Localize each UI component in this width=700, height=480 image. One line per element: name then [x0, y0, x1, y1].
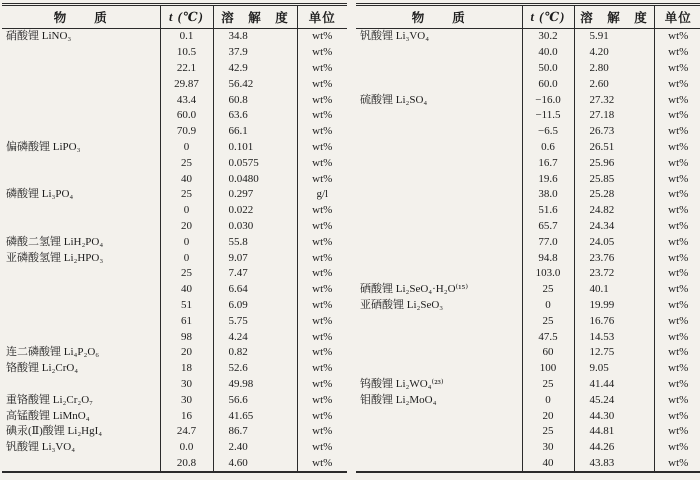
solubility-cell: 14.53: [574, 329, 654, 345]
table-row: [2, 250, 347, 266]
solubility-cell: 26.73: [574, 124, 654, 140]
unit-cell: wt%: [654, 298, 700, 314]
unit-cell: wt%: [654, 282, 700, 298]
temperature-cell: 29.87: [160, 76, 213, 92]
solubility-cell: 19.99: [574, 298, 654, 314]
substance-cell: 硝酸锂 LiNO₃: [6, 30, 72, 43]
table-row: [2, 313, 347, 329]
table-row: [2, 424, 347, 440]
unit-cell: wt%: [654, 203, 700, 219]
col-header-substance: 物 质: [356, 5, 522, 29]
solubility-cell: 24.05: [574, 234, 654, 250]
solubility-cell: 2.40: [213, 440, 297, 456]
substance-cell: 磷酸锂 Li₃PO₄: [6, 188, 74, 201]
solubility-cell: 44.30: [574, 408, 654, 424]
col-header-solubility: 溶 解 度: [213, 5, 297, 29]
substance-cell: [2, 313, 160, 329]
substance-cell: [2, 45, 160, 61]
table-row: [356, 408, 700, 424]
solubility-cell: 24.82: [574, 203, 654, 219]
substance-cell: [356, 140, 522, 156]
substance-cell: [356, 250, 522, 266]
solubility-cell: 4.20: [574, 45, 654, 61]
table-row: [2, 187, 347, 203]
table-row: [356, 108, 700, 124]
table-row: [356, 234, 700, 250]
table-row: [356, 298, 700, 314]
temperature-cell: 25: [160, 187, 213, 203]
substance-cell: [356, 203, 522, 219]
table-row: [2, 456, 347, 473]
table-row: [2, 76, 347, 92]
unit-cell: wt%: [654, 377, 700, 393]
solubility-cell: 44.26: [574, 440, 654, 456]
solubility-cell: 56.6: [213, 392, 297, 408]
solubility-cell: 0.030: [213, 219, 297, 235]
temperature-cell: 47.5: [522, 329, 574, 345]
substance-cell: 亚硒酸锂 Li₂SeO₃: [360, 298, 444, 311]
temperature-cell: 0: [160, 250, 213, 266]
temperature-cell: 25: [160, 155, 213, 171]
table-row: [356, 203, 700, 219]
table-row: [2, 124, 347, 140]
table-row: [2, 345, 347, 361]
table-row: [2, 219, 347, 235]
temperature-cell: 25: [522, 377, 574, 393]
substance-cell: 钒酸锂 Li₃VO₄: [6, 441, 76, 454]
unit-cell: g/l: [297, 187, 347, 203]
temperature-cell: 0: [522, 298, 574, 314]
substance-cell: [356, 108, 522, 124]
solubility-cell: 66.1: [213, 124, 297, 140]
table-row: [356, 187, 700, 203]
solubility-cell: 0.297: [213, 187, 297, 203]
unit-cell: wt%: [297, 29, 347, 45]
unit-cell: wt%: [297, 377, 347, 393]
substance-cell: [2, 155, 160, 171]
temperature-cell: 0.1: [160, 29, 213, 45]
substance-cell: [356, 424, 522, 440]
substance-cell: [356, 266, 522, 282]
temperature-cell: 18: [160, 361, 213, 377]
unit-cell: wt%: [297, 124, 347, 140]
temperature-cell: 43.4: [160, 92, 213, 108]
unit-cell: wt%: [297, 203, 347, 219]
table-row: [2, 266, 347, 282]
temperature-cell: 0.6: [522, 140, 574, 156]
solubility-cell: 25.96: [574, 155, 654, 171]
solubility-cell: 2.80: [574, 61, 654, 77]
unit-cell: wt%: [297, 234, 347, 250]
temperature-cell: 16.7: [522, 155, 574, 171]
unit-cell: wt%: [297, 266, 347, 282]
substance-cell: [2, 92, 160, 108]
table-row: [356, 377, 700, 393]
solubility-cell: 86.7: [213, 424, 297, 440]
unit-cell: wt%: [654, 29, 700, 45]
unit-cell: wt%: [654, 424, 700, 440]
solubility-cell: 4.60: [213, 456, 297, 473]
solubility-cell: 0.022: [213, 203, 297, 219]
header-row: [356, 5, 700, 29]
substance-cell: [2, 108, 160, 124]
unit-cell: wt%: [654, 440, 700, 456]
temperature-cell: 94.8: [522, 250, 574, 266]
substance-cell: 钒酸锂 Li₃VO₄: [360, 30, 430, 43]
unit-cell: wt%: [297, 140, 347, 156]
solubility-cell: 2.60: [574, 76, 654, 92]
solubility-cell: 6.09: [213, 298, 297, 314]
unit-cell: wt%: [654, 266, 700, 282]
unit-cell: wt%: [654, 187, 700, 203]
temperature-cell: −6.5: [522, 124, 574, 140]
solubility-cell: 5.75: [213, 313, 297, 329]
table-row: [2, 329, 347, 345]
solubility-cell: 27.18: [574, 108, 654, 124]
unit-cell: wt%: [297, 329, 347, 345]
table-row: [2, 361, 347, 377]
solubility-cell: 60.8: [213, 92, 297, 108]
temperature-cell: 20.8: [160, 456, 213, 473]
temperature-cell: −11.5: [522, 108, 574, 124]
temperature-cell: 25: [522, 424, 574, 440]
table-row: [356, 29, 700, 45]
substance-cell: [2, 282, 160, 298]
temperature-cell: 51.6: [522, 203, 574, 219]
unit-cell: wt%: [297, 250, 347, 266]
solubility-table-left: [2, 3, 347, 473]
temperature-cell: 24.7: [160, 424, 213, 440]
solubility-cell: 0.82: [213, 345, 297, 361]
table-row: [356, 171, 700, 187]
table-row: [356, 313, 700, 329]
temperature-cell: 0.0: [160, 440, 213, 456]
substance-cell: [356, 408, 522, 424]
col-header-substance: 物 质: [2, 5, 160, 29]
col-header-temperature: t (℃): [160, 5, 213, 29]
temperature-cell: 100: [522, 361, 574, 377]
temperature-cell: 20: [522, 408, 574, 424]
table-row: [2, 408, 347, 424]
temperature-cell: 40: [160, 282, 213, 298]
table-row: [356, 155, 700, 171]
substance-cell: [356, 234, 522, 250]
temperature-cell: 10.5: [160, 45, 213, 61]
solubility-cell: 0.0575: [213, 155, 297, 171]
table-row: [2, 392, 347, 408]
substance-cell: 磷酸二氢锂 LiH₂PO₄: [6, 235, 104, 248]
substance-cell: [2, 124, 160, 140]
substance-cell: 硒酸锂 Li₂SeO₄·H₂O⁽¹⁵⁾: [360, 283, 469, 296]
substance-cell: [2, 456, 160, 473]
table-row: [356, 219, 700, 235]
unit-cell: wt%: [297, 440, 347, 456]
substance-cell: [356, 124, 522, 140]
unit-cell: wt%: [654, 313, 700, 329]
table-row: [2, 203, 347, 219]
temperature-cell: 25: [522, 282, 574, 298]
substance-cell: [2, 298, 160, 314]
substance-cell: [356, 155, 522, 171]
temperature-cell: 51: [160, 298, 213, 314]
table-row: [356, 440, 700, 456]
table-body-right: [356, 29, 700, 473]
temperature-cell: 60: [522, 345, 574, 361]
unit-cell: wt%: [297, 345, 347, 361]
table-row: [356, 61, 700, 77]
substance-cell: [356, 313, 522, 329]
solubility-cell: 44.81: [574, 424, 654, 440]
unit-cell: wt%: [297, 61, 347, 77]
temperature-cell: 0: [522, 392, 574, 408]
table-row: [2, 377, 347, 393]
unit-cell: wt%: [654, 140, 700, 156]
temperature-cell: 60.0: [160, 108, 213, 124]
table-row: [2, 282, 347, 298]
table-row: [356, 45, 700, 61]
substance-cell: 碘汞(Ⅱ)酸锂 Li₂HgI₄: [6, 425, 103, 438]
unit-cell: wt%: [654, 76, 700, 92]
solubility-cell: 43.83: [574, 456, 654, 473]
table-row: [356, 392, 700, 408]
header-row: [2, 5, 347, 29]
solubility-cell: 6.64: [213, 282, 297, 298]
table-row: [2, 171, 347, 187]
solubility-cell: 40.1: [574, 282, 654, 298]
temperature-cell: 20: [160, 219, 213, 235]
temperature-cell: 22.1: [160, 61, 213, 77]
substance-cell: 铬酸锂 Li₂CrO₄: [6, 362, 79, 375]
substance-cell: 偏磷酸锂 LiPO₃: [6, 140, 81, 153]
unit-cell: wt%: [297, 456, 347, 473]
unit-cell: wt%: [654, 61, 700, 77]
temperature-cell: 30.2: [522, 29, 574, 45]
col-header-solubility: 溶 解 度: [574, 5, 654, 29]
unit-cell: wt%: [297, 424, 347, 440]
unit-cell: wt%: [654, 392, 700, 408]
substance-cell: [2, 61, 160, 77]
temperature-cell: 40.0: [522, 45, 574, 61]
temperature-cell: 70.9: [160, 124, 213, 140]
solubility-cell: 52.6: [213, 361, 297, 377]
solubility-cell: 5.91: [574, 29, 654, 45]
substance-cell: 钼酸锂 Li₂MoO₄: [360, 393, 437, 406]
table-row: [356, 282, 700, 298]
substance-cell: 亚磷酸氢锂 Li₂HPO₃: [6, 251, 104, 264]
substance-cell: [2, 329, 160, 345]
table-row: [356, 345, 700, 361]
temperature-cell: 61: [160, 313, 213, 329]
solubility-cell: 34.8: [213, 29, 297, 45]
unit-cell: wt%: [654, 124, 700, 140]
substance-cell: 连二磷酸锂 Li₄P₂O₆: [6, 346, 100, 359]
temperature-cell: 30: [160, 377, 213, 393]
unit-cell: wt%: [654, 456, 700, 473]
table-row: [2, 298, 347, 314]
temperature-cell: 25: [522, 313, 574, 329]
table-body-left: [2, 29, 347, 473]
solubility-cell: 55.8: [213, 234, 297, 250]
temperature-cell: 0: [160, 203, 213, 219]
solubility-cell: 42.9: [213, 61, 297, 77]
solubility-table-right: [356, 3, 700, 473]
solubility-cell: 0.0480: [213, 171, 297, 187]
table-row: [2, 108, 347, 124]
temperature-cell: 30: [160, 392, 213, 408]
solubility-cell: 12.75: [574, 345, 654, 361]
temperature-cell: −16.0: [522, 92, 574, 108]
temperature-cell: 98: [160, 329, 213, 345]
substance-cell: [356, 345, 522, 361]
substance-cell: [356, 361, 522, 377]
substance-cell: [356, 61, 522, 77]
temperature-cell: 50.0: [522, 61, 574, 77]
temperature-cell: 103.0: [522, 266, 574, 282]
unit-cell: wt%: [654, 155, 700, 171]
substance-cell: [356, 329, 522, 345]
solubility-cell: 49.98: [213, 377, 297, 393]
unit-cell: wt%: [297, 298, 347, 314]
substance-cell: [2, 266, 160, 282]
unit-cell: wt%: [654, 171, 700, 187]
solubility-cell: 7.47: [213, 266, 297, 282]
solubility-cell: 25.28: [574, 187, 654, 203]
substance-cell: [2, 171, 160, 187]
table-row: [2, 155, 347, 171]
solubility-cell: 41.65: [213, 408, 297, 424]
temperature-cell: 0: [160, 234, 213, 250]
table-row: [2, 61, 347, 77]
temperature-cell: 19.6: [522, 171, 574, 187]
table-row: [356, 250, 700, 266]
temperature-cell: 60.0: [522, 76, 574, 92]
unit-cell: wt%: [654, 408, 700, 424]
solubility-cell: 24.34: [574, 219, 654, 235]
substance-cell: [2, 219, 160, 235]
substance-cell: [2, 76, 160, 92]
table-row: [356, 76, 700, 92]
temperature-cell: 38.0: [522, 187, 574, 203]
temperature-cell: 77.0: [522, 234, 574, 250]
table-row: [2, 45, 347, 61]
temperature-cell: 40: [160, 171, 213, 187]
solubility-cell: 27.32: [574, 92, 654, 108]
solubility-cell: 23.76: [574, 250, 654, 266]
unit-cell: wt%: [654, 345, 700, 361]
substance-cell: [356, 440, 522, 456]
table-row: [356, 329, 700, 345]
unit-cell: wt%: [297, 76, 347, 92]
substance-cell: [356, 171, 522, 187]
table-row: [2, 92, 347, 108]
table-row: [2, 140, 347, 156]
unit-cell: wt%: [654, 45, 700, 61]
substance-cell: [2, 377, 160, 393]
unit-cell: wt%: [654, 92, 700, 108]
table-row: [356, 266, 700, 282]
table-row: [356, 92, 700, 108]
temperature-cell: 16: [160, 408, 213, 424]
temperature-cell: 25: [160, 266, 213, 282]
solubility-cell: 25.85: [574, 171, 654, 187]
table-row: [356, 361, 700, 377]
unit-cell: wt%: [654, 329, 700, 345]
solubility-cell: 9.05: [574, 361, 654, 377]
solubility-cell: 16.76: [574, 313, 654, 329]
solubility-cell: 56.42: [213, 76, 297, 92]
substance-cell: [356, 187, 522, 203]
unit-cell: wt%: [297, 108, 347, 124]
unit-cell: wt%: [297, 219, 347, 235]
unit-cell: wt%: [654, 250, 700, 266]
substance-cell: [356, 76, 522, 92]
substance-cell: 重铬酸锂 Li₂Cr₂O₇: [6, 393, 93, 406]
temperature-cell: 40: [522, 456, 574, 473]
unit-cell: wt%: [654, 234, 700, 250]
table-row: [2, 29, 347, 45]
table-row: [356, 456, 700, 473]
unit-cell: wt%: [654, 361, 700, 377]
solubility-cell: 4.24: [213, 329, 297, 345]
solubility-cell: 9.07: [213, 250, 297, 266]
substance-cell: [356, 456, 522, 473]
temperature-cell: 0: [160, 140, 213, 156]
col-header-temperature: t (℃): [522, 5, 574, 29]
unit-cell: wt%: [297, 313, 347, 329]
solubility-cell: 45.24: [574, 392, 654, 408]
unit-cell: wt%: [297, 92, 347, 108]
solubility-cell: 26.51: [574, 140, 654, 156]
unit-cell: wt%: [297, 408, 347, 424]
table-row: [356, 424, 700, 440]
unit-cell: wt%: [297, 155, 347, 171]
substance-cell: [2, 203, 160, 219]
unit-cell: wt%: [297, 361, 347, 377]
unit-cell: wt%: [297, 45, 347, 61]
temperature-cell: 20: [160, 345, 213, 361]
unit-cell: wt%: [297, 282, 347, 298]
unit-cell: wt%: [297, 171, 347, 187]
substance-cell: 钨酸锂 Li₂WO₄⁽²³⁾: [360, 377, 444, 390]
solubility-cell: 41.44: [574, 377, 654, 393]
temperature-cell: 30: [522, 440, 574, 456]
table-row: [2, 440, 347, 456]
unit-cell: wt%: [654, 108, 700, 124]
substance-cell: 硫酸锂 Li₂SO₄: [360, 93, 428, 106]
unit-cell: wt%: [654, 219, 700, 235]
table-row: [2, 234, 347, 250]
table-row: [356, 124, 700, 140]
solubility-cell: 23.72: [574, 266, 654, 282]
solubility-cell: 37.9: [213, 45, 297, 61]
substance-cell: [356, 219, 522, 235]
col-header-unit: 单位: [654, 5, 700, 29]
temperature-cell: 65.7: [522, 219, 574, 235]
substance-cell: [356, 45, 522, 61]
col-header-unit: 单位: [297, 5, 347, 29]
unit-cell: wt%: [297, 392, 347, 408]
solubility-cell: 0.101: [213, 140, 297, 156]
substance-cell: 高锰酸锂 LiMnO₄: [6, 409, 90, 422]
solubility-cell: 63.6: [213, 108, 297, 124]
table-row: [356, 140, 700, 156]
